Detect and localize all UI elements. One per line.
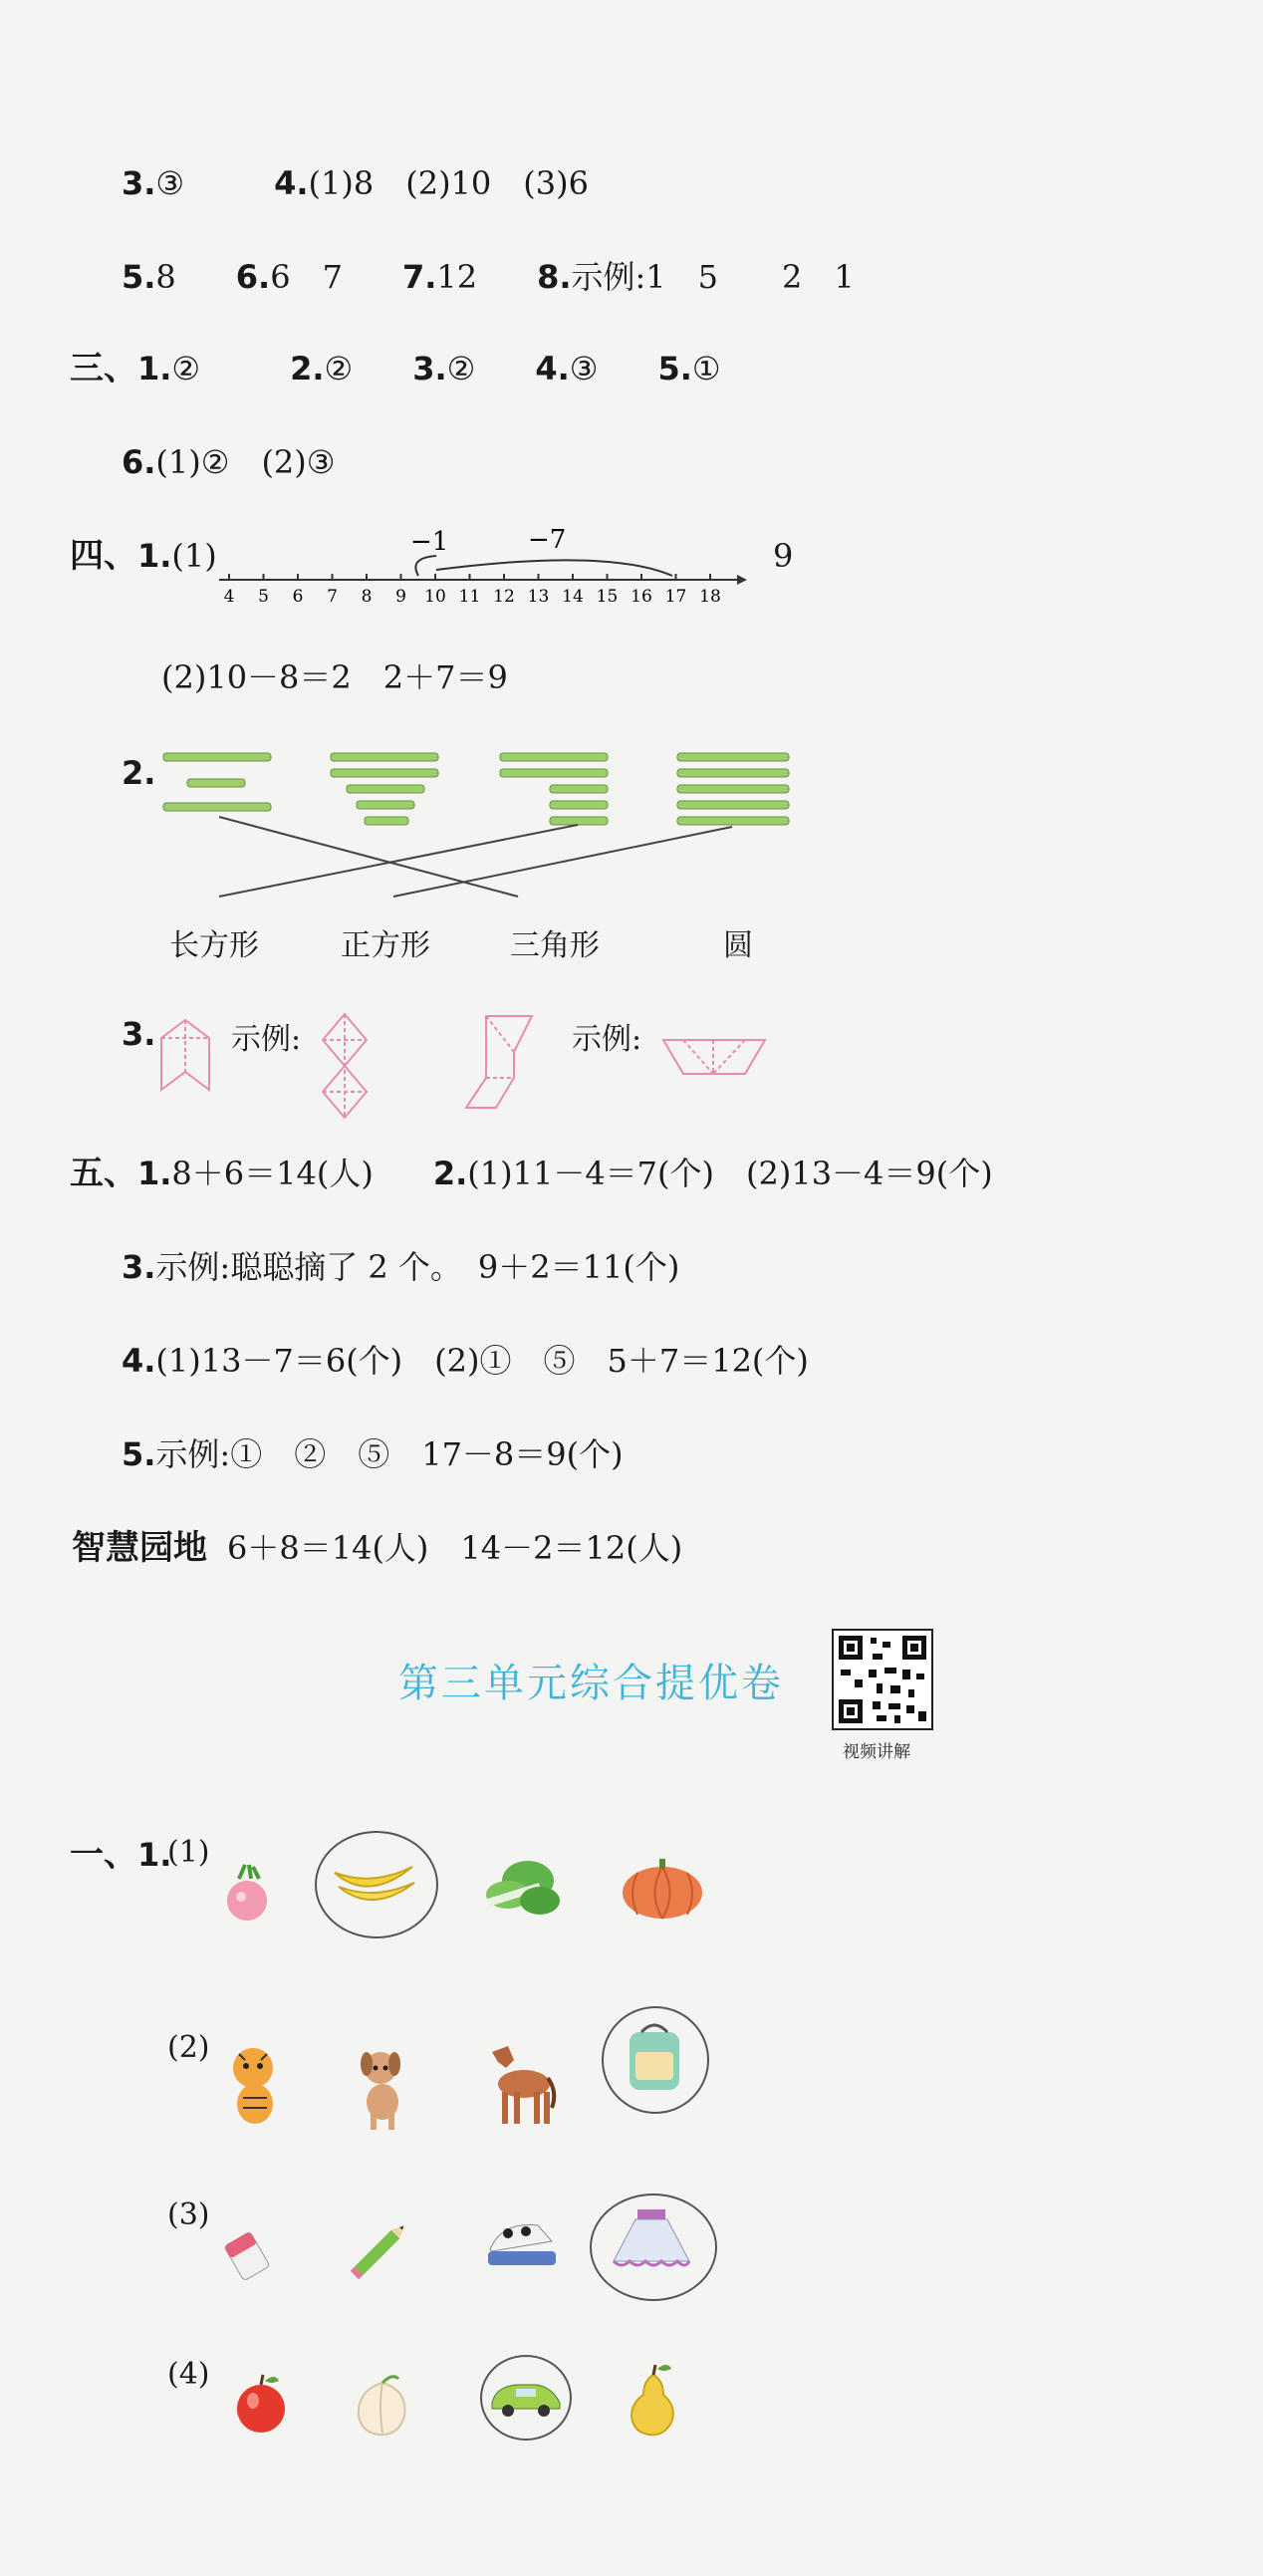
cabbage-icon — [478, 1853, 568, 1923]
item-number: 1. — [137, 350, 172, 387]
number-line-tick-label: 11 — [458, 587, 481, 607]
number-line-tick-label: 9 — [395, 587, 406, 607]
example-figure-2 — [661, 1036, 771, 1086]
answer-text: ② — [324, 350, 354, 387]
number-line-tick-label: 12 — [493, 587, 515, 607]
item-number: 7. — [401, 258, 437, 296]
shape-label-triangle: 三角形 — [510, 928, 600, 963]
row-label: (1) — [167, 1835, 210, 1870]
stapler-icon — [482, 2207, 562, 2277]
stick — [331, 753, 438, 761]
stick-matching-diagram — [159, 747, 857, 897]
number-line-result: 9 — [773, 537, 794, 575]
shape-label-circle: 圆 — [723, 928, 753, 963]
item-number: 4. — [274, 164, 309, 202]
apple-icon — [227, 2369, 297, 2439]
row-label: (4) — [167, 2357, 210, 2392]
answer-line-2 — [122, 257, 855, 297]
example-figure-1 — [317, 1012, 377, 1122]
horse-icon — [478, 2042, 558, 2132]
number-line-tick-label: 4 — [223, 587, 235, 607]
item-number: 1. — [137, 537, 172, 575]
backpack-icon — [620, 2018, 689, 2098]
section-heading: 智慧园地 — [72, 1528, 207, 1568]
answer-line-13 — [72, 1528, 682, 1568]
item-number: 5. — [122, 258, 156, 296]
peach-icon — [349, 2371, 418, 2441]
stick — [677, 753, 789, 761]
section-number: 一、 — [70, 1835, 137, 1875]
answer-text: ① — [691, 350, 721, 387]
answer-line-6: (2)10－8＝2 2＋7＝9 — [161, 658, 508, 696]
folding-figure-2 — [462, 1012, 542, 1132]
stick — [187, 779, 245, 787]
item-number: 3. — [122, 1248, 156, 1286]
number-line-tick-label: 5 — [258, 587, 269, 607]
answer-text: 8 — [155, 258, 176, 296]
pencil-icon — [339, 2211, 418, 2291]
stick — [677, 785, 789, 793]
stick — [331, 769, 438, 777]
item-number: 1. — [137, 1155, 172, 1192]
item-number: 4. — [122, 1342, 156, 1380]
number-line-tick-label: 13 — [527, 587, 550, 607]
tiger-icon — [219, 2042, 289, 2132]
stick — [365, 817, 408, 825]
answer-line-10 — [122, 1247, 679, 1287]
answer-text: ② — [171, 350, 201, 387]
answer-text: 8＋6＝14(人) — [171, 1155, 374, 1192]
number-line-tick-label: 14 — [562, 587, 584, 607]
number-line-arrow — [737, 575, 747, 585]
answer-line-7 — [122, 753, 155, 793]
answer-text: 示例:1 5 2 1 — [571, 258, 855, 296]
item-number: 2. — [122, 754, 156, 792]
answer-text: 12 — [436, 258, 478, 296]
qr-caption: 视频讲解 — [843, 1742, 910, 1762]
number-line-tick-label: 16 — [631, 587, 652, 607]
stick — [500, 753, 608, 761]
stick — [347, 785, 424, 793]
answer-line-1 — [122, 163, 589, 203]
item-number: 3. — [122, 1015, 156, 1053]
stick — [357, 801, 414, 809]
item-number: 6. — [235, 258, 271, 296]
row-label: (2) — [167, 2030, 210, 2065]
section-number: 三、 — [70, 349, 137, 388]
item-number: 5. — [122, 1435, 156, 1473]
answer-line-9 — [70, 1154, 993, 1193]
answer-text: (1)11－4＝7(个) (2)13－4＝9(个) — [467, 1155, 993, 1192]
item-number: 4. — [535, 350, 570, 387]
number-line-tick-label: 6 — [292, 587, 304, 607]
item-number: 3. — [122, 164, 156, 202]
number-line-tick-label: 10 — [424, 587, 446, 607]
jump-label-minus-1: −1 — [410, 527, 449, 557]
answer-text: (1)13－7＝6(个) (2)① ⑤ 5＋7＝12(个) — [155, 1342, 809, 1380]
answer-text: 示例:聪聪摘了 2 个。 9＋2＝11(个) — [155, 1248, 680, 1286]
match-line — [219, 817, 518, 897]
example-label: 示例: — [231, 1022, 302, 1057]
item-number: 5. — [657, 350, 692, 387]
item-number: 3. — [412, 350, 447, 387]
stick — [550, 817, 608, 825]
answer-text: ② — [446, 350, 476, 387]
banana-icon — [329, 1853, 418, 1913]
answer-text: ③ — [155, 164, 185, 202]
number-line-tick-label: 15 — [596, 587, 619, 607]
item-number: 6. — [122, 443, 156, 481]
part1-heading — [70, 1835, 171, 1875]
match-line — [393, 827, 732, 897]
answer-text: 6 7 — [270, 258, 343, 296]
answer-line-3 — [70, 349, 721, 388]
dog-icon — [351, 2044, 420, 2134]
item-number: 1. — [137, 1836, 172, 1874]
eraser-icon — [221, 2219, 281, 2279]
answer-text: (1)8 (2)10 (3)6 — [308, 164, 589, 202]
answer-line-4 — [122, 442, 335, 482]
skirt-icon — [602, 2205, 701, 2285]
item-number: 2. — [290, 350, 325, 387]
answer-text: ③ — [569, 350, 599, 387]
stick — [500, 769, 608, 777]
answer-line-11 — [122, 1341, 809, 1381]
pumpkin-icon — [618, 1855, 707, 1925]
shape-label-square: 正方形 — [341, 928, 430, 963]
stick — [163, 753, 271, 761]
jump-label-minus-7: −7 — [528, 525, 567, 555]
item-number: 8. — [537, 258, 572, 296]
car-icon — [486, 2373, 566, 2423]
stick — [550, 801, 608, 809]
qr-code-icon — [833, 1630, 932, 1729]
answer-line-8 — [122, 1014, 155, 1054]
section-number: 四、 — [70, 536, 137, 576]
answer-line-5 — [70, 536, 217, 576]
number-line-tick-label: 8 — [361, 587, 373, 607]
pear-icon — [624, 2361, 683, 2441]
jump-arc-minus-1 — [415, 556, 436, 576]
stick — [163, 803, 271, 811]
example-label: 示例: — [572, 1022, 642, 1057]
stick — [550, 785, 608, 793]
jump-arc-minus-7 — [436, 560, 672, 576]
answer-line-12 — [122, 1434, 624, 1474]
number-line — [209, 518, 767, 608]
answer-text: (1) — [171, 537, 217, 575]
shape-label-rectangle: 长方形 — [169, 928, 259, 963]
radish-icon — [217, 1861, 277, 1931]
section-number: 五、 — [70, 1154, 137, 1193]
item-number: 2. — [432, 1155, 468, 1192]
row-label: (3) — [167, 2197, 210, 2232]
number-line-tick-label: 17 — [664, 587, 687, 607]
stick — [677, 801, 789, 809]
answer-text: 示例:① ② ⑤ 17－8＝9(个) — [155, 1435, 624, 1473]
number-line-tick-label: 18 — [699, 587, 721, 607]
stick — [677, 817, 789, 825]
answer-text: 6＋8＝14(人) 14－2＝12(人) — [227, 1529, 683, 1567]
folding-figure-1 — [157, 1018, 227, 1098]
stick — [677, 769, 789, 777]
answer-text: (1)② (2)③ — [155, 443, 336, 481]
match-line — [219, 825, 578, 897]
unit-title: 第三单元综合提优卷 — [398, 1661, 784, 1706]
number-line-tick-label: 7 — [327, 587, 338, 607]
